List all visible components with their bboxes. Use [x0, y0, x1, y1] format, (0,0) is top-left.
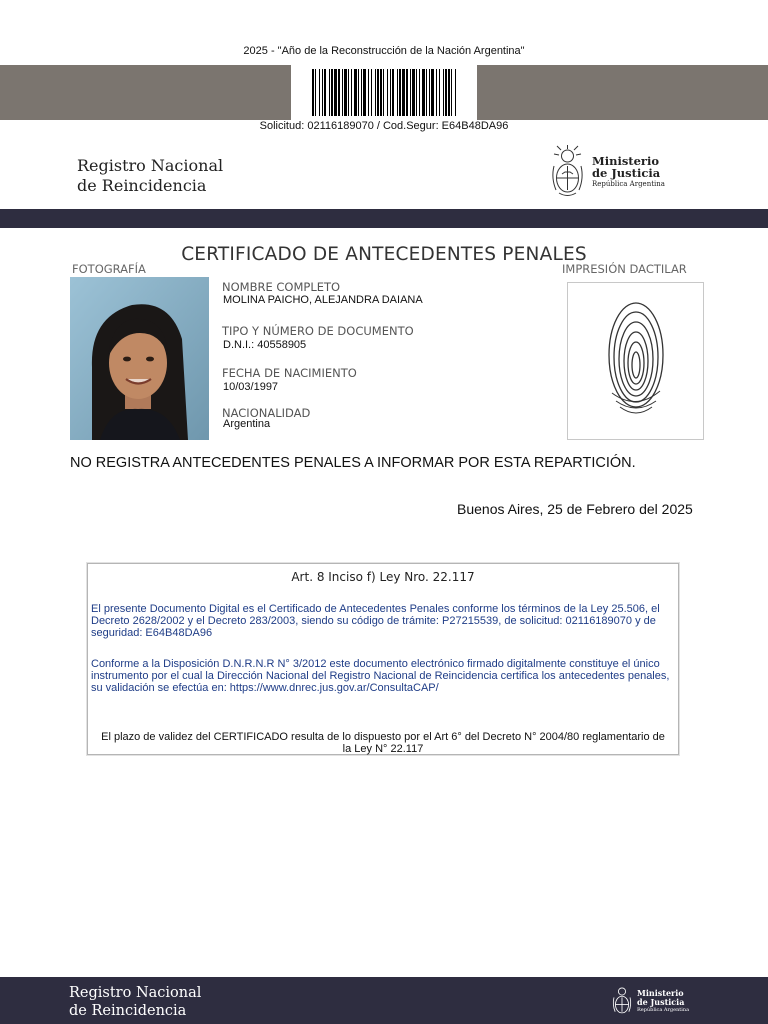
ministry-logo-line2: de Justicia — [592, 166, 661, 180]
full-name-label: NOMBRE COMPLETO — [222, 280, 341, 294]
rnr-logo-line2: de Reincidencia — [77, 176, 207, 195]
footer-rnr-logo — [69, 984, 201, 1020]
fingerprint-label: IMPRESIÓN DACTILAR — [562, 262, 687, 276]
legal-validation-paragraph: Conforme a la Disposición D.N.R.N.R N° 3/2012 este documento electrónico firmado digitalmente constituye el único instrumento por el cual la Dirección Nacional del Registro Nacional de Reincidencia certifica los antecedentes penales, su validación se efectúa en: https://www.dnrec.jus.gov.ar/ConsultaCAP/ — [91, 658, 670, 694]
request-code-line: Solicitud: 02116189070 / Cod.Segur: E64B48DA96 — [259, 120, 509, 132]
result-statement: NO REGISTRA ANTECEDENTES PENALES A INFORMAR POR ESTA REPARTICIÓN. — [70, 455, 636, 471]
ministry-logo-line3: República Argentina — [592, 180, 665, 188]
footer-ministry-line2: de Justicia — [637, 996, 685, 1007]
photo-label: FOTOGRAFÍA — [72, 262, 146, 276]
header-divider-band — [0, 209, 768, 228]
footer-ministry-line1: Ministerio — [637, 987, 684, 998]
document-label: TIPO Y NÚMERO DE DOCUMENTO — [222, 324, 414, 338]
full-name-value: MOLINA PAICHO, ALEJANDRA DAIANA — [223, 294, 423, 306]
birth-date-label: FECHA DE NACIMIENTO — [222, 366, 357, 380]
fingerprint-icon — [568, 283, 703, 439]
ministry-logo — [549, 144, 665, 200]
place-date: Buenos Aires, 25 de Febrero del 2025 — [457, 501, 693, 517]
legal-notice-box — [87, 563, 679, 755]
document-value: D.N.I.: 40558905 — [223, 339, 307, 351]
rnr-logo — [77, 156, 223, 196]
footer-ministry-line3: República Argentina — [637, 1006, 690, 1013]
ministry-logo-line1: Ministerio — [592, 154, 660, 168]
footer-ministry-logo — [611, 983, 689, 1019]
legal-digital-document-paragraph: El presente Documento Digital es el Certificado de Antecedentes Penales conforme los términos de la Ley 25.506, el Decreto 2628/2002 y el Decreto 283/2003, siendo su código de trámite: P27215539, de solicitud: 02116189070 y de seguridad: E64B48DA96 — [91, 603, 660, 639]
legal-validity-paragraph: El plazo de validez del CERTIFICADO resulta de lo dispuesto por el Art 6° del Decreto N° 2004/80 reglamentario de la Ley N° 22.117 — [101, 731, 665, 755]
footer-rnr-line2: de Reincidencia — [69, 1003, 187, 1019]
nationality-value: Argentina — [223, 418, 271, 430]
barcode — [291, 65, 477, 120]
certificate-title: CERTIFICADO DE ANTECEDENTES PENALES — [181, 244, 587, 265]
footer-rnr-line1: Registro Nacional — [69, 985, 202, 1001]
rnr-logo-line1: Registro Nacional — [77, 156, 224, 175]
coat-of-arms-icon — [549, 144, 586, 200]
footer-coat-of-arms-icon — [611, 983, 633, 1019]
fingerprint-box — [567, 282, 704, 440]
birth-date-value: 10/03/1997 — [223, 381, 279, 393]
year-motto: 2025 - "Año de la Reconstrucción de la Nación Argentina" — [243, 45, 525, 57]
holder-photo — [70, 277, 209, 440]
footer-band — [0, 977, 768, 1024]
legal-notice-title: Art. 8 Inciso f) Ley Nro. 22.117 — [291, 570, 475, 584]
nationality-label: NACIONALIDAD — [222, 406, 311, 420]
